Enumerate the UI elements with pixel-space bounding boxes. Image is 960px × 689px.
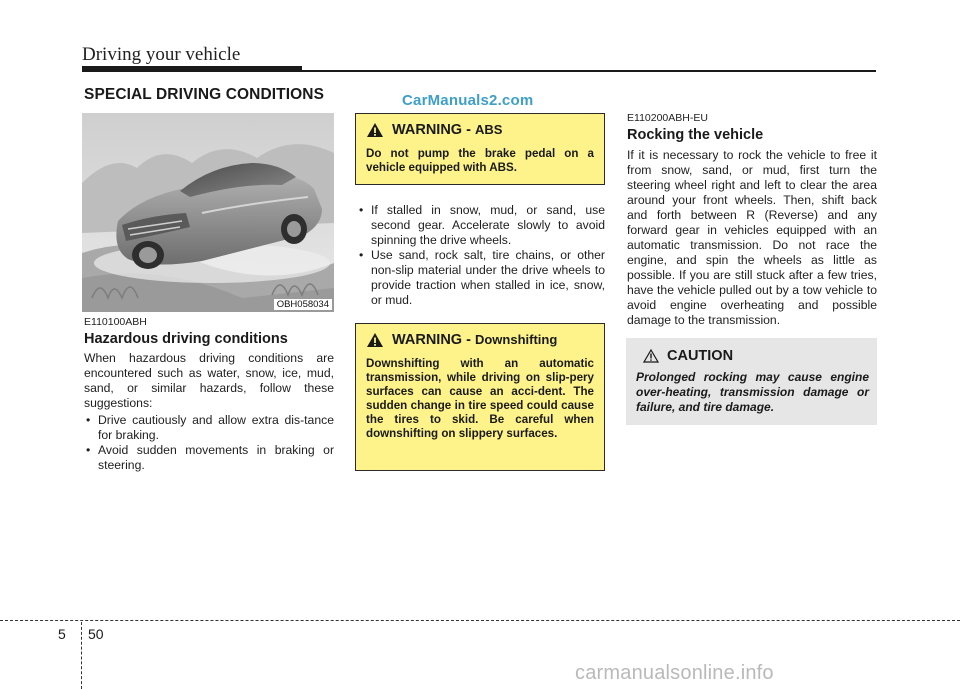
footer-rule	[0, 620, 960, 621]
list-item: • Avoid sudden movements in braking or steering.	[84, 443, 334, 473]
caution-text: Prolonged rocking may cause engine over-heating, transmission damage or failure, and tire damage.	[636, 370, 869, 414]
section-code: E110100ABH	[84, 316, 147, 328]
warning-downshift-title: WARNING - Downshifting	[392, 332, 558, 348]
figure-label: OBH058034	[274, 299, 332, 310]
warning-downshift-header	[366, 332, 557, 348]
subheading-rocking: Rocking the vehicle	[627, 127, 764, 143]
warning-abs-header	[366, 122, 502, 138]
rocking-text: If it is necessary to rock the vehicle to free it from snow, sand, or mud, first turn the steering wheel right and left to clear the area around your front wheels. Then, shift back and forth between R (Reverse) and any forward gear in vehicles equipped with an automatic transmission. Do not race the engine, and spin the wheels as little as possible. If you are still stuck after a few tries, have the vehicle pulled out by a tow vehicle to avoid engine overheating and possible damage to the transmission.	[627, 148, 877, 327]
car-drawing	[82, 113, 334, 312]
subheading-hazardous: Hazardous driving conditions	[84, 331, 288, 347]
list-item: • Use sand, rock salt, tire chains, or other non-slip material under the drive wheels to provide traction when stalled in ice, snow, or mud.	[357, 248, 605, 308]
page-number: 50	[88, 626, 104, 642]
warning-icon	[366, 332, 384, 348]
section-title: SPECIAL DRIVING CONDITIONS	[84, 86, 325, 103]
page-header-title: Driving your vehicle	[82, 44, 241, 65]
list-item: • If stalled in snow, mud, or sand, use second gear. Accelerate slowly to avoid spinning the drive wheels.	[357, 203, 605, 248]
section-code: E110200ABH-EU	[627, 112, 708, 124]
hazardous-bullet-list	[84, 413, 334, 473]
caution-box	[626, 338, 877, 425]
caution-header	[643, 348, 733, 364]
warning-abs-title: WARNING - ABS	[392, 122, 503, 138]
warning-abs-box	[355, 113, 605, 185]
caution-title: CAUTION	[667, 348, 734, 364]
header-bar	[82, 66, 302, 72]
warning-downshift-box	[355, 323, 605, 471]
footer-divider	[81, 622, 82, 689]
warning-downshift-text: Downshifting with an automatic transmission, while driving on slip-pery surfaces can cause an acci-dent. The sudden change in tire speed could cause the tires to skid. Be careful when downshifting on slippery surfaces.	[366, 357, 594, 440]
warning-icon	[366, 122, 384, 138]
hazardous-intro: When hazardous driving conditions are encountered such as water, snow, ice, mud, sand, or similar hazards, follow these suggestions:	[84, 351, 334, 410]
section-number: 5	[58, 626, 66, 642]
list-item: • Drive cautiously and allow extra dis-tance for braking.	[84, 413, 334, 443]
car-illustration	[82, 113, 334, 312]
caution-icon	[643, 349, 659, 363]
footer-watermark: carmanualsonline.info	[575, 662, 774, 684]
warning-abs-text: Do not pump the brake pedal on a vehicle equipped with ABS.	[366, 147, 594, 174]
traction-bullet-list	[357, 203, 605, 308]
header-rule	[302, 70, 876, 72]
top-watermark: CarManuals2.com	[402, 92, 534, 109]
